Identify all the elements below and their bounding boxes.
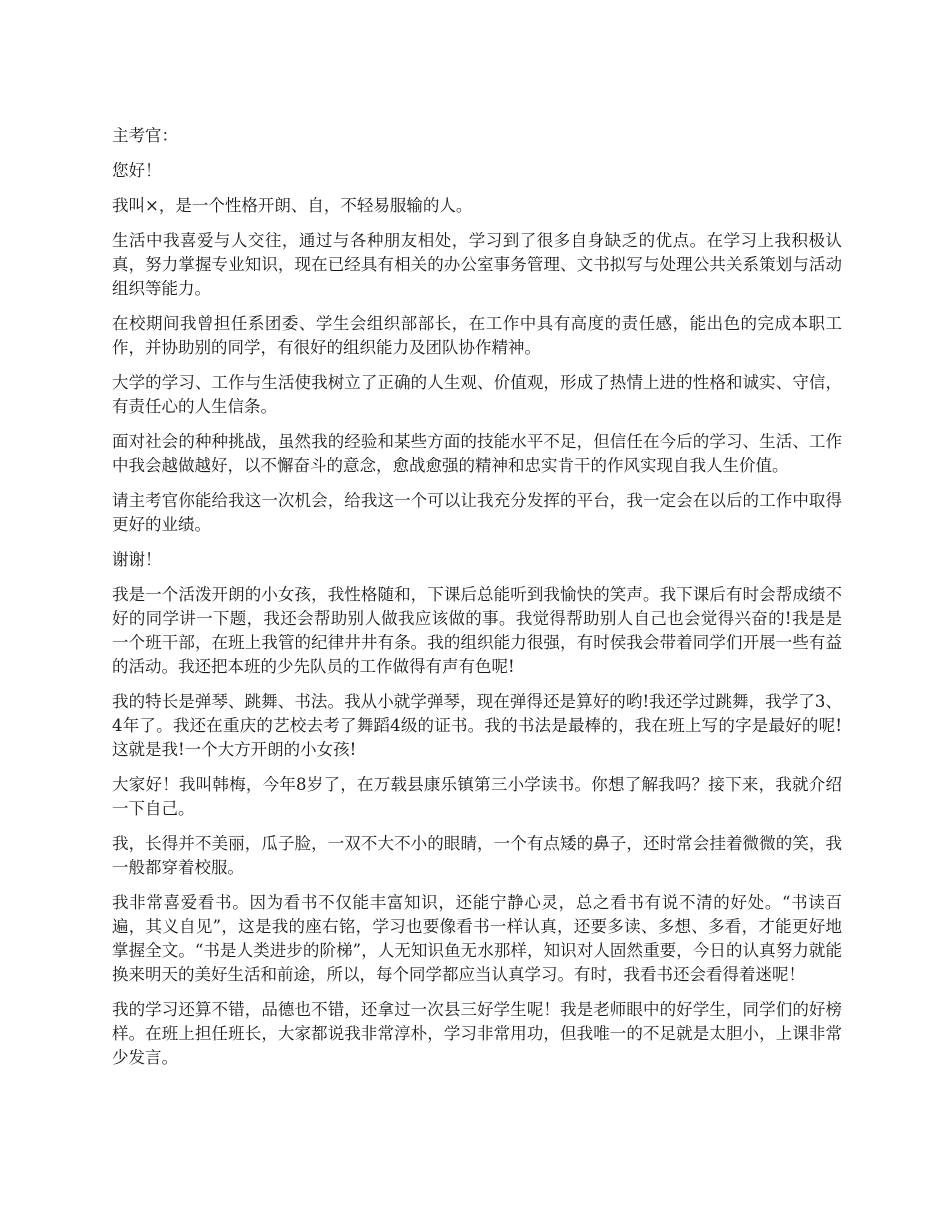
closing-thanks: 谢谢！ [112,550,162,569]
paragraph: 在校期间我曾担任系团委、学生会组织部部长，在工作中具有高度的责任感，能出色的完成本职工作，并协助别的同学，有很好的组织能力及团队协作精神。 [112,314,842,357]
paragraph: 大学的学习、工作与生活使我树立了正确的人生观、价值观，形成了热情上进的性格和诚实、守信，有责任心的人生信条。 [112,373,842,416]
paragraph: 我，长得并不美丽，瓜子脸，一双不大不小的眼睛，一个有点矮的鼻子，还时常会挂着微微的笑，我一般都穿着校服。 [112,834,842,877]
paragraph: 我叫×，是一个性格开朗、自，不轻易服输的人。 [112,196,473,215]
paragraph: 我的特长是弹琴、跳舞、书法。我从小就学弹琴，现在弹得还是算好的哟!我还学过跳舞，我学了3、4年了。我还在重庆的艺校去考了舞蹈4级的证书。我的书法是最棒的，我在班上写的字是最好的呢!这就是我!一个大方开朗的小女孩! [112,692,842,759]
paragraph: 生活中我喜爱与人交往，通过与各种朋友相处，学习到了很多自身缺乏的优点。在学习上我积极认真，努力掌握专业知识，现在已经具有相关的办公室事务管理、文书拟写与处理公共关系策划与活动组织等能力。 [112,231,842,298]
paragraph: 面对社会的种种挑战，虽然我的经验和某些方面的技能水平不足，但信任在今后的学习、生活、工作中我会越做越好，以不懈奋斗的意念，愈战愈强的精神和忠实肯干的作风实现自我人生价值。 [112,432,842,475]
paragraph: 我是一个活泼开朗的小女孩，我性格随和，下课后总能听到我愉快的笑声。我下课后有时会帮成绩不好的同学讲一下题，我还会帮助别人做我应该做的事。我觉得帮助别人自己也会觉得兴奋的!我是是一个班干部，在班上我管的纪律井井有条。我的组织能力很强，有时侯我会带着同学们开展一些有益的活动。我还把本班的少先队员的工作做得有声有色呢! [112,585,842,676]
salutation: 主考官： [112,126,178,145]
paragraph: 大家好！我叫韩梅，今年8岁了，在万载县康乐镇第三小学读书。你想了解我吗？接下来，我就介绍一下自己。 [112,775,842,818]
paragraph: 我非常喜爱看书。因为看书不仅能丰富知识，还能宁静心灵，总之看书有说不清的好处。“书读百遍，其义自见”，这是我的座右铭，学习也要像看书一样认真，还要多读、多想、多看，才能更好地掌握全文。“书是人类进步的阶梯”，人无知识鱼无水那样，知识对人固然重要，今日的认真努力就能换来明天的美好生活和前途，所以，每个同学都应当认真学习。有时，我看书还会看得着迷呢！ [112,893,842,984]
greeting: 您好！ [112,161,162,180]
paragraph: 请主考官你能给我这一次机会，给我这一个可以让我充分发挥的平台，我一定会在以后的工作中取得更好的业绩。 [112,491,842,534]
paragraph: 我的学习还算不错，品德也不错，还拿过一次县三好学生呢！我是老师眼中的好学生，同学们的好榜样。在班上担任班长，大家都说我非常淳朴，学习非常用功，但我唯一的不足就是太胆小，上课非常少发言。 [112,1000,842,1067]
document-body [112,124,842,1081]
